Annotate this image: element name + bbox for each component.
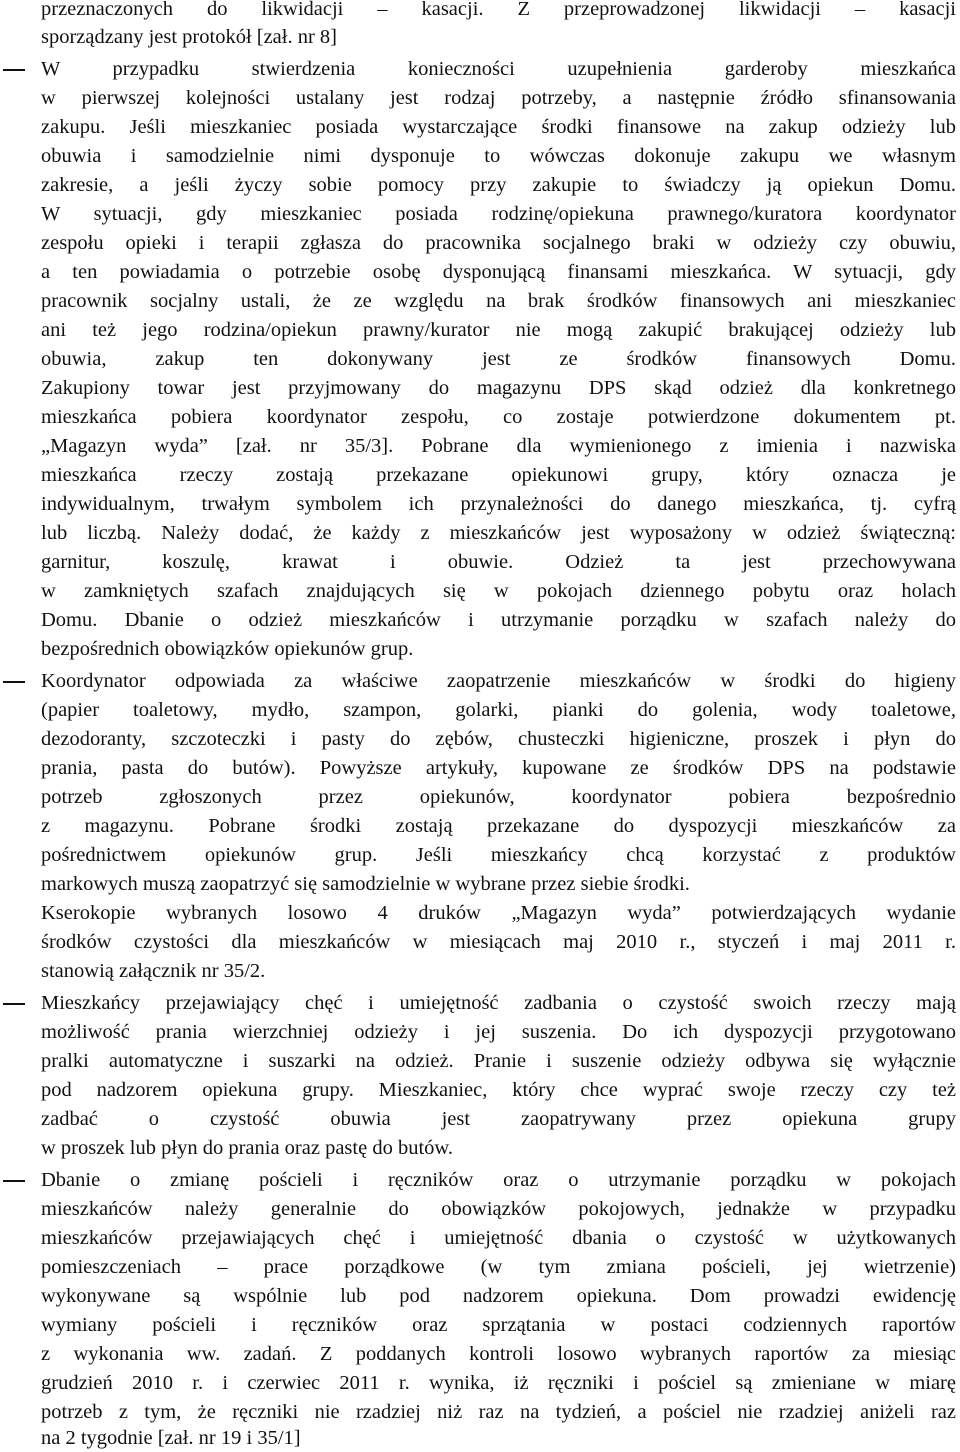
text-line: pralki automatyczne i suszarki na odzież. Pranie i suszenie odzieży odbywa się wyłącznie [41,1050,956,1072]
text-line: obuwia, zakup ten dokonywany jest ze środków finansowych Domu. [41,348,956,370]
text-line: stanowią załącznik nr 35/2. [41,960,266,982]
text-line: pracownik socjalny ustali, że ze względu na brak środków finansowych ani mieszkaniec [41,290,956,312]
text-line: ani też jego rodzina/opiekun prawny/kurator nie mogą zakupić brakującej odzieży lub [41,319,956,341]
text-line: Kserokopie wybranych losowo 4 druków „Magazyn wyda” potwierdzających wydanie [41,902,956,924]
text-line: środków czystości dla mieszkańców w miesiącach maj 2010 r., styczeń i maj 2011 r. [41,931,956,953]
text-line: W sytuacji, gdy mieszkaniec posiada rodzinę/opiekuna prawnego/kuratora koordynator [41,203,956,225]
text-line: grudzień 2010 r. i czerwiec 2011 r. wynika, iż ręczniki i pościel są zmieniane w miarę [41,1372,956,1394]
text-line: zakupu. Jeśli mieszkaniec posiada wystarczające środki finansowe na zakup odzieży lub [41,116,956,138]
text-line: Zakupiony towar jest przyjmowany do magazynu DPS skąd odzież dla konkretnego [41,377,956,399]
text-line: pod nadzorem opiekuna grupy. Mieszkaniec, który chce wyprać swoje rzeczy czy też [41,1079,956,1101]
text-line: wykonywane są wspólnie lub pod nadzorem opiekuna. Dom prowadzi ewidencję [41,1285,956,1307]
text-line: W przypadku stwierdzenia konieczności uzupełnienia garderoby mieszkańca [41,58,956,80]
text-line: Dbanie o zmianę pościeli i ręczników oraz o utrzymanie porządku w pokojach [41,1169,956,1191]
text-line: w pierwszej kolejności ustalany jest rodzaj potrzeby, a następnie źródło sfinansowania [41,87,956,109]
text-line: w zamkniętych szafach znajdujących się w pokojach dziennego pobytu oraz holach [41,580,956,602]
text-line: garnitur, koszulę, krawat i obuwie. Odzież ta jest przechowywana [41,551,956,573]
text-line: na 2 tygodnie [zał. nr 19 i 35/1] [41,1427,301,1449]
text-line: możliwość prania wierzchniej odzieży i jej suszenia. Do ich dyspozycji przygotowano [41,1021,956,1043]
text-line: dezodoranty, szczoteczki i pasty do zębów, chusteczki higieniczne, proszek i płyn do [41,728,956,750]
text-line: pośrednictwem opiekunów grup. Jeśli mieszkańcy chcą korzystać z produktów [41,844,956,866]
text-line: Mieszkańcy przejawiający chęć i umiejętność zadbania o czystość swoich rzeczy mają [41,992,956,1014]
text-line: mieszkańców przejawiających chęć i umiejętność dbania o czystość w użytkowanych [41,1227,956,1249]
text-line: zakresie, a jeśli życzy sobie pomocy przy zakupie to świadczy ją opiekun Domu. [41,174,956,196]
text-line: Koordynator odpowiada za właściwe zaopatrzenie mieszkańców w środki do higieny [41,670,956,692]
dash-bullet-icon [3,55,27,83]
text-line: lub liczbą. Należy dodać, że każdy z mieszkańców jest wyposażony w odzież świąteczną: [41,522,956,544]
text-line: potrzeb zgłoszonych przez opiekunów, koordynator pobiera bezpośrednio [41,786,956,808]
text-line: mieszkańca rzeczy zostają przekazane opiekunowi grupy, który oznacza je [41,464,956,486]
text-line: „Magazyn wyda” [zał. nr 35/3]. Pobrane dla wymienionego z imienia i nazwiska [41,435,956,457]
text-line: a ten powiadamia o potrzebie osobę dysponującą finansami mieszkańca. W sytuacji, gdy [41,261,956,283]
text-line: prania, pasta do butów). Powyższe artykuły, kupowane ze środków DPS na podstawie [41,757,956,779]
text-line: przeznaczonych do likwidacji – kasacji. Z przeprowadzonej likwidacji – kasacji [41,0,956,20]
text-line: potrzeb z tym, że ręczniki nie rzadziej niż raz na tydzień, a pościel nie rzadziej aniżeli raz [41,1401,956,1423]
text-line: sporządzany jest protokół [zał. nr 8] [41,26,338,48]
text-line: markowych muszą zaopatrzyć się samodzielnie w wybrane przez siebie środki. [41,873,690,895]
text-line: mieszkańca pobiera koordynator zespołu, co zostaje potwierdzone dokumentem pt. [41,406,956,428]
text-line: pomieszczeniach – prace porządkowe (w tym zmiana pościeli, jej wietrzenie) [41,1256,956,1278]
text-line: (papier toaletowy, mydło, szampon, golarki, pianki do golenia, wody toaletowe, [41,699,956,721]
text-line: zespołu opieki i terapii zgłasza do pracownika socjalnego braki w odzieży czy obuwiu, [41,232,956,254]
text-line: wymiany pościeli i ręczników oraz sprzątania w postaci codziennych raportów [41,1314,956,1336]
dash-bullet-icon [3,1166,27,1194]
text-line: zadbać o czystość obuwia jest zaopatrywany przez opiekuna grupy [41,1108,956,1130]
text-line: Domu. Dbanie o odzież mieszkańców i utrzymanie porządku w szafach należy do [41,609,956,631]
text-line: bezpośrednich obowiązków opiekunów grup. [41,638,414,660]
text-line: z wykonania ww. zadań. Z poddanych kontroli losowo wybranych raportów za miesiąc [41,1343,956,1365]
dash-bullet-icon [3,989,27,1017]
text-line: mieszkańców należy generalnie do obowiązków pokojowych, jednakże w przypadku [41,1198,956,1220]
dash-bullet-icon [3,667,27,695]
text-line: obuwia i samodzielnie nimi dysponuje to wówczas dokonuje zakupu we własnym [41,145,956,167]
text-line: w proszek lub płyn do prania oraz pastę do butów. [41,1137,453,1159]
text-line: indywidualnym, trwałym symbolem ich przynależności do danego mieszkańca, tj. cyfrą [41,493,956,515]
text-line: z magazynu. Pobrane środki zostają przekazane do dyspozycji mieszkańców za [41,815,956,837]
